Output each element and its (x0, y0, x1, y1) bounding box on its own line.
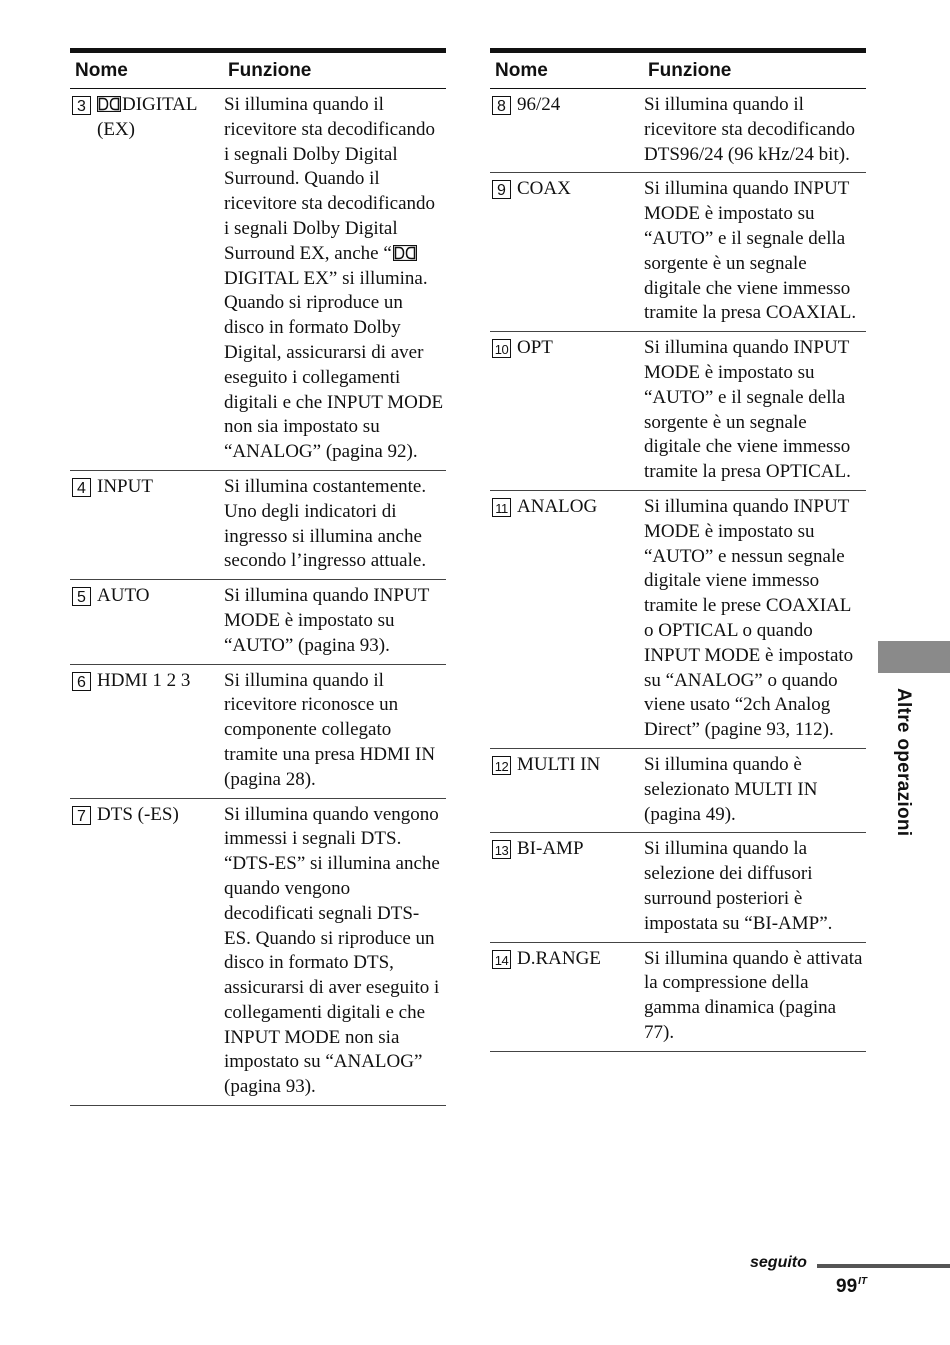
function-cell: Si illumina quando è selezionato MULTI IN (pagina 49). (643, 748, 866, 832)
table-row (490, 833, 866, 942)
item-name: BI-AMP (517, 838, 584, 860)
function-cell: Si illumina quando INPUT MODE è impostato su “AUTO” (pagina 93). (223, 580, 446, 664)
item-name: INPUT (97, 475, 153, 497)
function-text-part2: si illumina. Quando si riproduce un disco in formato Dolby Digital, assicurarsi di aver eseguito i collegamenti digitali e che INPUT MODE non sia impostato su “ANALOG” (pagina 92). (224, 267, 444, 463)
continued-label: seguito (750, 1254, 807, 1271)
item-number: 5 (72, 587, 91, 606)
function-cell: Si illumina quando INPUT MODE è impostato su “AUTO” e il segnale della sorgente è un segnale digitale che viene immesso tramite la presa COAXIAL. (643, 173, 866, 332)
quote-open: “ (383, 242, 392, 264)
name-cell (490, 833, 643, 942)
name-cell (490, 173, 643, 332)
name-cell (70, 580, 223, 664)
item-name: COAX (517, 178, 571, 200)
item-name: 96/24 (517, 94, 561, 115)
table-row (490, 89, 866, 173)
page-language-suffix: IT (858, 1276, 868, 1287)
function-cell: Si illumina quando il ricevitore riconosce un componente collegato tramite una presa HDMI IN (pagina 28). (223, 664, 446, 798)
table-row (490, 490, 866, 748)
name-cell (70, 89, 223, 471)
table-row (70, 470, 446, 579)
item-number: 7 (72, 806, 91, 825)
item-name-text: DIGITAL (EX) (97, 94, 197, 140)
table-header-row (70, 51, 446, 89)
item-name: MULTI IN (517, 753, 601, 775)
function-text-part1: Si illumina quando il ricevitore sta decodificando i segnali Dolby Digital Surround. Quando il ricevitore sta decodificando i segnali Dolby Digital Surround EX, anche (224, 94, 436, 264)
name-cell (490, 89, 643, 173)
table-row (70, 580, 446, 664)
table-header-row (490, 51, 866, 89)
name-cell (490, 490, 643, 748)
item-number: 11 (492, 498, 511, 517)
function-cell (223, 89, 446, 471)
item-number: 12 (492, 756, 511, 775)
table-row (70, 798, 446, 1106)
function-cell: Si illumina quando vengono immessi i segnali DTS. “DTS-ES” si illumina anche quando vengono decodificati segnali DTS-ES. Quando si riproduce un disco in formato DTS, assicurarsi di aver eseguito i collegamenti digitali e che INPUT MODE non sia impostato su “ANALOG” (pagina 93). (223, 798, 446, 1106)
header-function: Funzione (223, 51, 446, 89)
table-row (490, 173, 866, 332)
item-number: 8 (492, 96, 511, 115)
table-row (490, 942, 866, 1051)
dolby-double-d-icon (393, 245, 417, 261)
item-number: 13 (492, 840, 511, 859)
function-cell: Si illumina quando INPUT MODE è impostato su “AUTO” e il segnale della sorgente è un segnale digitale che viene immesso tramite la presa OPTICAL. (643, 332, 866, 491)
function-cell: Si illumina quando il ricevitore sta decodificando DTS96/24 (96 kHz/24 bit). (643, 89, 866, 173)
name-cell (70, 664, 223, 798)
name-cell (70, 798, 223, 1106)
header-name: Nome (490, 51, 643, 89)
header-function: Funzione (643, 51, 866, 89)
table-row (490, 748, 866, 832)
item-name (97, 93, 209, 143)
header-name: Nome (70, 51, 223, 89)
left-table-column (70, 48, 446, 1106)
table-row (70, 664, 446, 798)
item-number: 14 (492, 950, 511, 969)
name-cell (70, 470, 223, 579)
function-cell: Si illumina quando è attivata la compressione della gamma dinamica (pagina 77). (643, 942, 866, 1051)
name-cell (490, 332, 643, 491)
name-cell (490, 942, 643, 1051)
function-cell: Si illumina costantemente. Uno degli indicatori di ingresso si illumina anche secondo l’ingresso attuale. (223, 470, 446, 579)
indicator-table-right (490, 48, 866, 1052)
item-name: AUTO (97, 585, 150, 607)
item-number: 9 (492, 180, 511, 199)
name-cell (490, 748, 643, 832)
function-cell: Si illumina quando INPUT MODE è impostato su “AUTO” e nessun segnale digitale viene immesso tramite le prese COAXIAL o OPTICAL o quando INPUT MODE è impostato su “ANALOG” o quando viene usato “2ch Analog Direct” (pagine 93, 112). (643, 490, 866, 748)
right-table-column (490, 48, 866, 1052)
indicator-table-left (70, 48, 446, 1106)
dolby-double-d-icon (97, 96, 121, 112)
item-number: 10 (492, 339, 511, 358)
table-row (70, 89, 446, 471)
section-tab-marker (878, 641, 950, 673)
function-cell: Si illumina quando la selezione dei diffusori surround posteriori è impostata su “BI-AMP”. (643, 833, 866, 942)
table-row (490, 332, 866, 491)
section-side-label: Altre operazioni (893, 688, 914, 837)
item-number: 3 (72, 96, 91, 115)
page-number-value: 99 (836, 1276, 858, 1297)
continued-rule (817, 1264, 950, 1268)
item-name: HDMI 1 2 3 (97, 669, 191, 691)
item-number: 6 (72, 672, 91, 691)
item-name: D.RANGE (517, 947, 601, 969)
item-name: ANALOG (517, 495, 598, 517)
item-name: DTS (-ES) (97, 803, 179, 825)
item-number: 4 (72, 478, 91, 497)
page-number (836, 1276, 867, 1298)
quoted-term: DIGITAL EX” (224, 267, 338, 289)
item-name: OPT (517, 337, 553, 359)
